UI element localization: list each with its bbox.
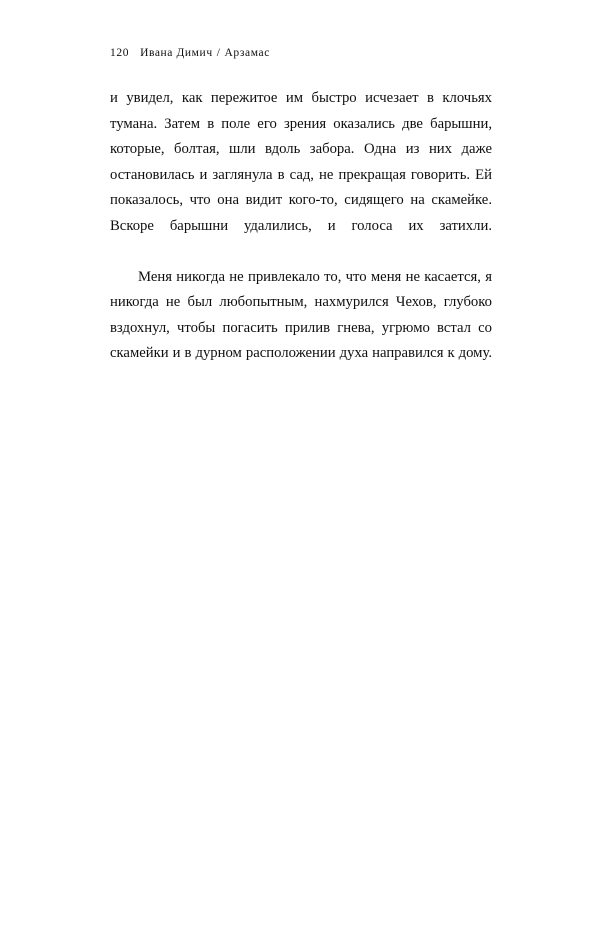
paragraph: Меня никогда не привлекало то, что меня не касается, я никогда не был любопытным, нахмурился Чехов, глубоко вздохнул, чтобы погасить прилив гнева, угрюмо встал со скамейки и в дурном расположении духа направился к дому. xyxy=(110,268,492,361)
page-number: 120 xyxy=(110,47,130,59)
paragraph: и увидел, как пережитое им быстро исчезает в клочьях тумана. Затем в поле его зрения оказались две барышни, которые, болтая, шли вдоль забора. Одна из них даже остановилась и заглянула в сад, не прекращая говорить. Ей показалось, что она видит кого-то, сидящего на скамейке. Вскоре барышни удалились, и голоса их затихли. xyxy=(110,90,492,234)
running-head xyxy=(110,47,510,59)
running-head-separator: / xyxy=(216,47,221,59)
author-name: Ивана Димич xyxy=(140,47,213,59)
body-text xyxy=(110,86,492,392)
book-title: Арзамас xyxy=(224,47,270,59)
